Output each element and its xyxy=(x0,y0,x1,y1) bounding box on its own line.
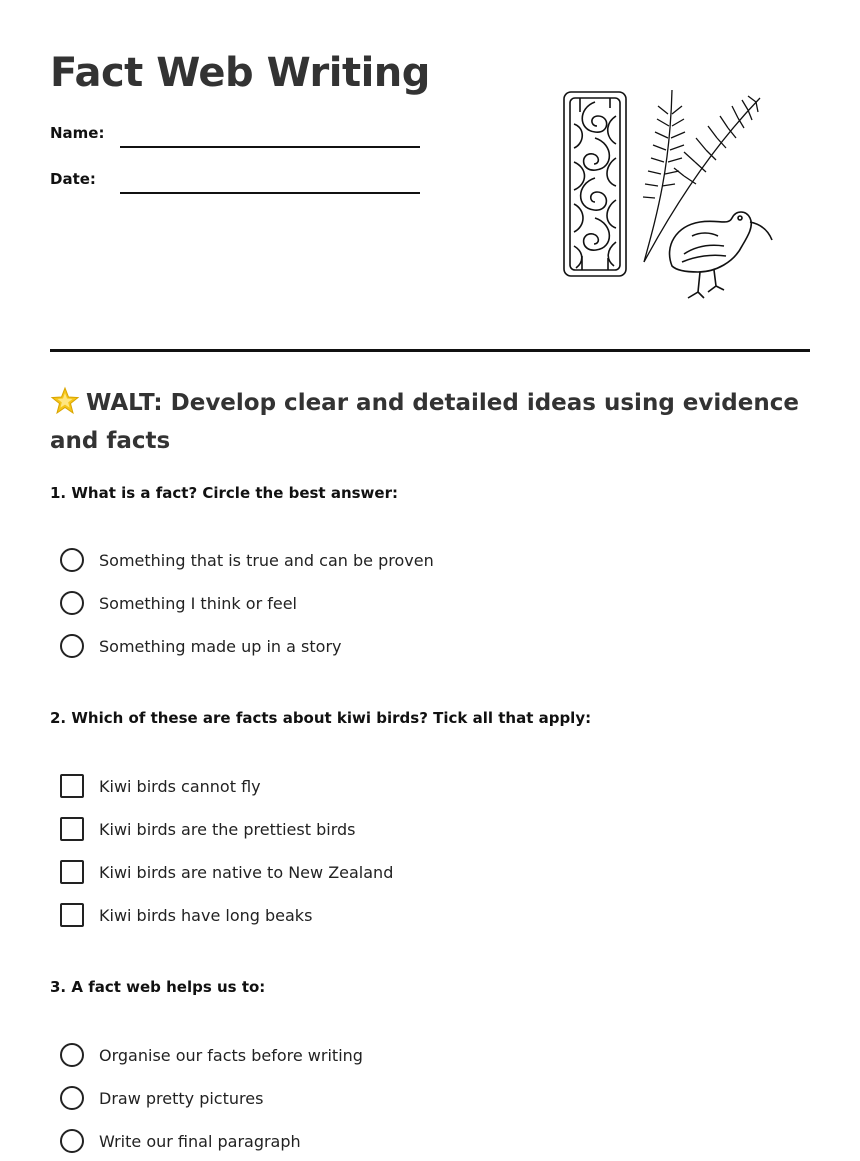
q3-option-1[interactable] xyxy=(60,1042,363,1068)
option-label: Kiwi birds are the prettiest birds xyxy=(99,819,356,839)
kiwi-bird-icon xyxy=(670,212,772,298)
question-3: 3. A fact web helps us to: xyxy=(50,978,266,996)
date-line[interactable] xyxy=(120,192,420,194)
fern-icon xyxy=(643,90,760,262)
q1-option-1[interactable] xyxy=(60,547,434,573)
carved-panel-icon xyxy=(564,92,626,276)
date-field[interactable] xyxy=(50,164,430,194)
option-label: Kiwi birds cannot fly xyxy=(99,776,261,796)
name-line[interactable] xyxy=(120,146,420,148)
q2-option-3[interactable] xyxy=(60,859,393,885)
page-title: Fact Web Writing xyxy=(50,50,430,96)
checkbox[interactable] xyxy=(60,774,84,798)
option-label: Kiwi birds have long beaks xyxy=(99,905,313,925)
checkbox[interactable] xyxy=(60,817,84,841)
option-label: Write our final paragraph xyxy=(99,1131,301,1151)
q2-option-2[interactable] xyxy=(60,816,355,842)
star-icon xyxy=(50,386,80,416)
q2-option-4[interactable] xyxy=(60,902,312,928)
option-label: Draw pretty pictures xyxy=(99,1088,264,1108)
q3-option-3[interactable] xyxy=(60,1128,301,1154)
radio-circle[interactable] xyxy=(60,591,84,615)
question-2: 2. Which of these are facts about kiwi birds? Tick all that apply: xyxy=(50,709,592,727)
checkbox[interactable] xyxy=(60,860,84,884)
checkbox[interactable] xyxy=(60,903,84,927)
walt-heading xyxy=(50,384,810,460)
option-label: Something made up in a story xyxy=(99,636,342,656)
option-label: Kiwi birds are native to New Zealand xyxy=(99,862,394,882)
radio-circle[interactable] xyxy=(60,634,84,658)
radio-circle[interactable] xyxy=(60,548,84,572)
q1-option-3[interactable] xyxy=(60,633,341,659)
name-field[interactable] xyxy=(50,118,430,148)
radio-circle[interactable] xyxy=(60,1086,84,1110)
illustration xyxy=(560,86,775,308)
q3-option-2[interactable] xyxy=(60,1085,263,1111)
q1-option-2[interactable] xyxy=(60,590,297,616)
divider xyxy=(50,349,810,352)
question-1: 1. What is a fact? Circle the best answer: xyxy=(50,484,398,502)
option-label: Organise our facts before writing xyxy=(99,1045,363,1065)
name-label: Name: xyxy=(50,124,105,142)
radio-circle[interactable] xyxy=(60,1043,84,1067)
option-label: Something that is true and can be proven xyxy=(99,550,434,570)
radio-circle[interactable] xyxy=(60,1129,84,1153)
date-label: Date: xyxy=(50,170,96,188)
walt-text: WALT: Develop clear and detailed ideas using evidence and facts xyxy=(50,390,799,454)
q2-option-1[interactable] xyxy=(60,773,261,799)
option-label: Something I think or feel xyxy=(99,593,297,613)
